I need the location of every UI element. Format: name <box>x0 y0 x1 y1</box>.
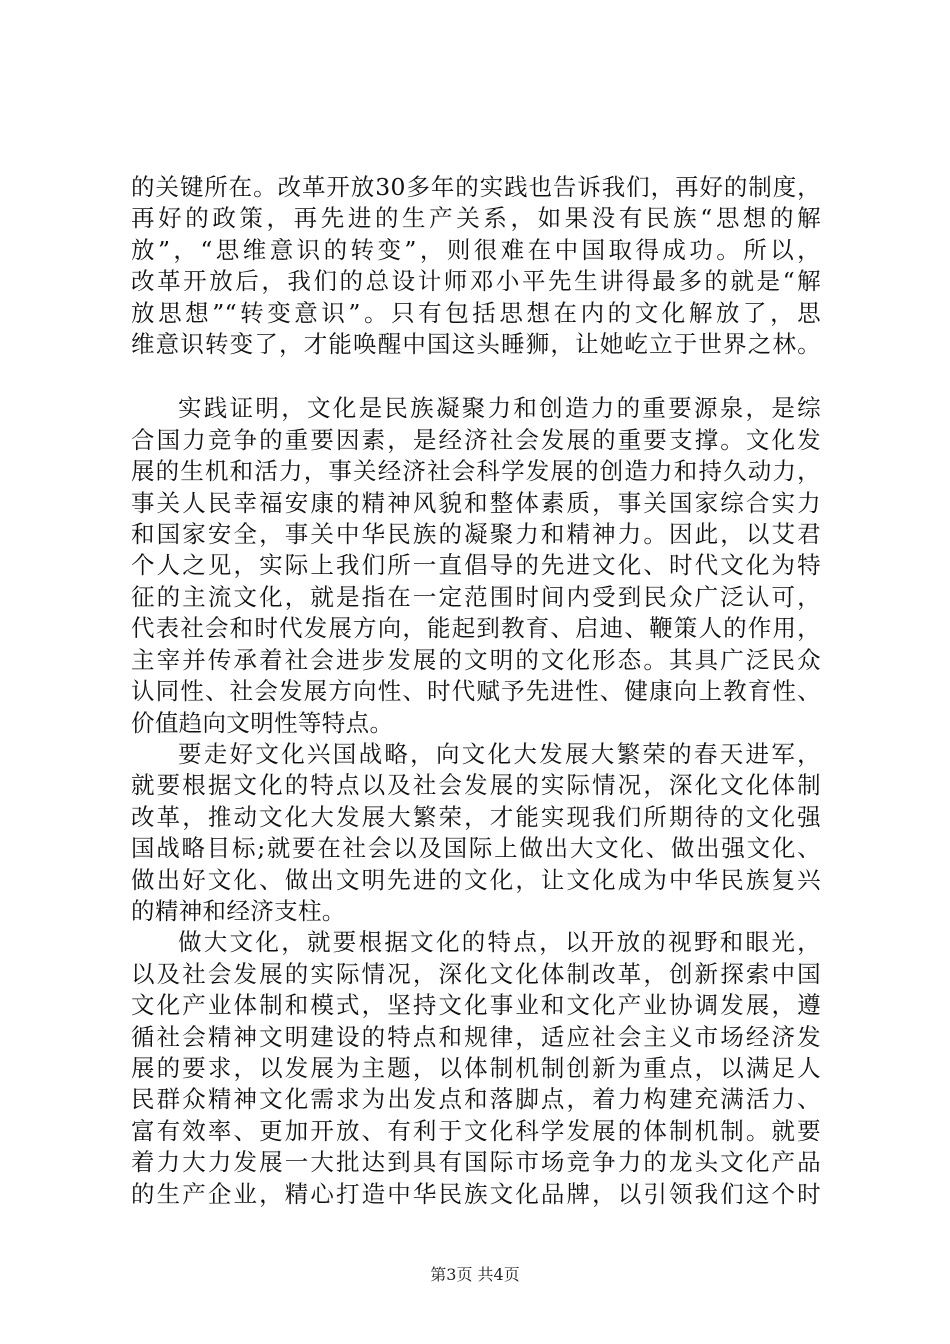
text-line: 展的要求，以发展为主题，以体制机制创新为重点，以满足人 <box>131 1053 821 1082</box>
page-number-footer: 第3页 共4页 <box>430 1265 520 1284</box>
text-line: 民群众精神文化需求为出发点和落脚点，着力构建充满活力、 <box>131 1085 821 1114</box>
text-line: 循社会精神文明建设的特点和规律，适应社会主义市场经济发 <box>131 1022 821 1051</box>
text-line: 富有效率、更加开放、有利于文化科学发展的体制机制。就要 <box>131 1116 821 1145</box>
text-line: 着力大力发展一大批达到具有国际市场竞争力的龙头文化产品 <box>131 1148 821 1177</box>
paragraph-4 <box>131 927 821 1210</box>
text-line: 要走好文化兴国战略，向文化大发展大繁荣的春天进军， <box>178 739 821 768</box>
text-line: 就要根据文化的特点以及社会发展的实际情况，深化文化体制 <box>131 771 821 800</box>
text-line: 展的生机和活力，事关经济社会科学发展的创造力和持久动力， <box>131 457 821 486</box>
paragraph-gap <box>131 360 821 393</box>
text-line: 事关人民幸福安康的精神风貌和整体素质，事关国家综合实力 <box>131 488 821 517</box>
text-line: 放思想”“转变意识”。只有包括思想在内的文化解放了，思 <box>131 298 821 327</box>
paragraph-3-end <box>131 896 821 927</box>
paragraph-2-end <box>131 708 821 739</box>
paragraph-2 <box>131 393 821 707</box>
paragraph-1 <box>131 172 821 360</box>
text-line: 认同性、社会发展方向性、时代赋予先进性、健康向上教育性、 <box>131 677 821 706</box>
text-line: 代表社会和时代发展方向，能起到教育、启迪、鞭策人的作用， <box>131 614 821 643</box>
text-line: 改革，推动文化大发展大繁荣，才能实现我们所期待的文化强 <box>131 802 821 831</box>
text-line: 的关键所在。改革开放30多年的实践也告诉我们，再好的制度， <box>131 173 821 201</box>
text-line: 个人之见，实际上我们所一直倡导的先进文化、时代文化为特 <box>131 551 821 580</box>
text-line: 再好的政策，再先进的生产关系，如果没有民族“思想的解 <box>131 204 821 233</box>
text-line: 主宰并传承着社会进步发展的文明的文化形态。其具广泛民众 <box>131 645 821 674</box>
text-line: 放”，“思维意识的转变”，则很难在中国取得成功。所以， <box>131 235 821 264</box>
text-line: 征的主流文化，就是指在一定范围时间内受到民众广泛认可， <box>131 582 821 611</box>
text-line: 和国家安全，事关中华民族的凝聚力和精神力。因此，以艾君 <box>131 520 821 549</box>
text-line: 做大文化，就要根据文化的特点，以开放的视野和眼光， <box>178 928 821 957</box>
text-line: 的生产企业，精心打造中华民族文化品牌，以引领我们这个时 <box>131 1179 821 1208</box>
paragraph-3 <box>131 739 821 896</box>
text-line: 文化产业体制和模式，坚持文化事业和文化产业协调发展，遵 <box>131 991 821 1020</box>
text-line: 改革开放后，我们的总设计师邓小平先生讲得最多的就是“解 <box>131 267 821 296</box>
text-line: 的精神和经济支柱。 <box>131 896 346 925</box>
text-line: 价值趋向文明性等特点。 <box>131 708 394 737</box>
text-line: 国战略目标;就要在社会以及国际上做出大文化、做出强文化、 <box>131 834 821 863</box>
text-line: 实践证明，文化是民族凝聚力和创造力的重要源泉，是综 <box>178 394 821 423</box>
text-line: 维意识转变了，才能唤醒中国这头睡狮，让她屹立于世界之林。 <box>131 330 821 359</box>
text-line: 做出好文化、做出文明先进的文化，让文化成为中华民族复兴 <box>131 865 821 894</box>
text-line: 合国力竞争的重要因素，是经济社会发展的重要支撑。文化发 <box>131 425 821 454</box>
body-text <box>131 172 821 1210</box>
text-line: 以及社会发展的实际情况，深化文化体制改革，创新探索中国 <box>131 959 821 988</box>
